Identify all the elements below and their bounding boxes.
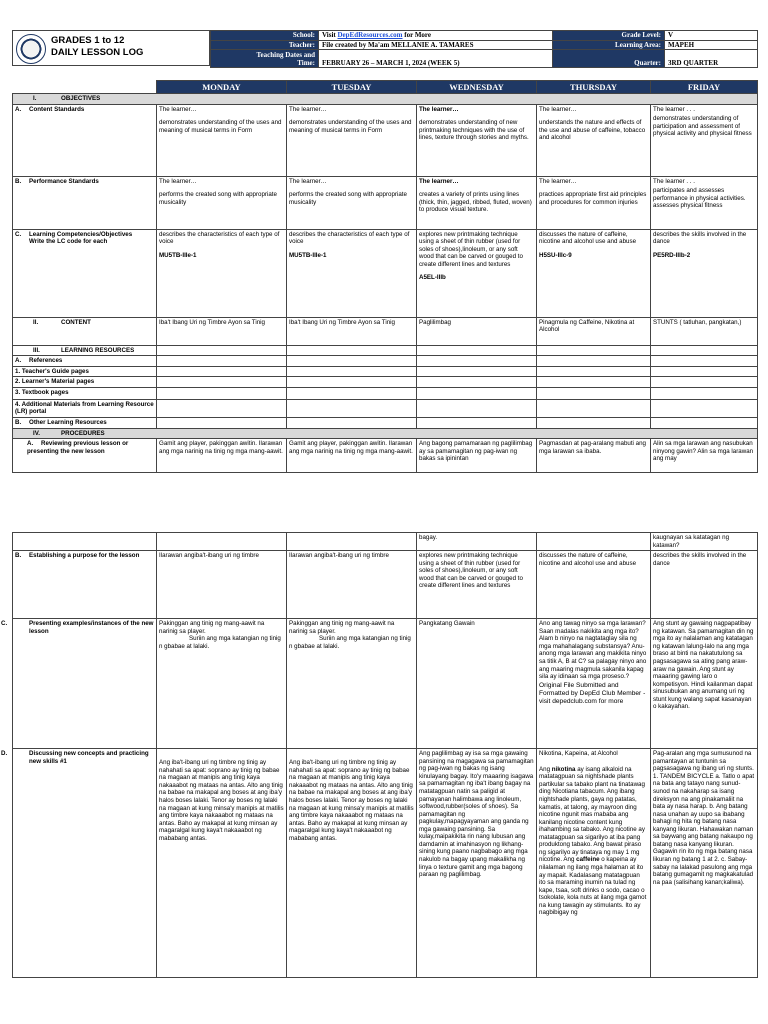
title-line-1: GRADES 1 to 12 [51, 35, 125, 46]
review-thu: Pagmasdan at pag-aralang mabuti ang mga larawan sa ibaba. [537, 439, 651, 473]
content-std-fri: The learner . . . demonstrates understanding of participation and assessment of physical activity and physical fitness [651, 104, 758, 176]
perf-std-fri: The learner . . . participates and assesses performance in physical activities. assesses physical fitness [651, 176, 758, 229]
purpose-mon: Ilarawan angiba't-ibang uri ng timbre [157, 551, 287, 619]
review-wed: Ang bagong pamamaraan ng paglilimbag ay sa pamamagitan ng pag-iwan ng bakas sa ipinintan [417, 439, 537, 473]
learning-resources-row: III. LEARNING RESOURCES [13, 345, 758, 356]
teaching-dates-value: FEBRUARY 26 – MARCH 1, 2024 (WEEK 5) [319, 50, 553, 68]
deped-seal-icon [16, 34, 46, 64]
competency-fri: describes the skills involved in the dance PE5RD-IIIb-2 [651, 229, 758, 317]
purpose-fri: describes the skills involved in the dance [651, 551, 758, 619]
content-mon: Iba't Ibang Uri ng Timbre Ayon sa Tinig [157, 317, 287, 345]
review-fri-cont: kaugnayan sa katatagan ng katawan? [651, 533, 758, 551]
examples-wed: Pangkatang Gawain [417, 619, 537, 749]
learning-area-label: Learning Area: [553, 40, 665, 50]
purpose-thu: discusses the nature of caffeine, nicotine and alcohol use and abuse [537, 551, 651, 619]
school-value: Visit DepEdResources.com for More [319, 31, 553, 41]
other-resources-row: B. Other Learning Resources [13, 417, 758, 428]
day-tuesday: TUESDAY [287, 81, 417, 94]
competency-mon: describes the characteristics of each type of voice MU5TB-IIIe-1 [157, 229, 287, 317]
competency-wed: explores new printmaking technique using a sheet of thin rubber (used for soles of shoes),linoleum, or any soft wood that can be carved or gouged to create different lines and textures A5EL-IIIb [417, 229, 537, 317]
day-header-row [13, 81, 758, 94]
discuss-mon: Ang iba't-ibang uri ng timbre ng tinig ay nahahati sa apat: soprano ay tinig ng babae na magaan at manipis ang tinig kaya nakaaabot ng mataas na antas. Alto ang tinig na babae na makapal ang boses at ang iba'y halos boses lalaki. Tenor ay boses ng lalaki na magaan at kung minsa'y manipis at matilis ang timbre kaya nakaaabot ng mataas na antas. Baho ay makapal at kung minsan ay magaralgal kung kaya't nakaaabot ng mababang antas. [157, 749, 287, 978]
lr-portal-row: 4. Additional Materials from Learning Resource (LR) portal [13, 399, 758, 417]
review-row: A. Reviewing previous lesson or presenting the new lesson Gamit ang player, pakinggan awitin. Ilarawan ang mga narinig na tinig ng mga mang-aawit. Gamit ang player, pakinggan awitin. Ilarawan ang mga narinig na tinig ng mga mang-aawit. Ang bagong pamamaraan ng paglilimbag ay sa pamamagitan ng pag-iwan ng bakas sa ipinintan Pagmasdan at pag-aralang mabuti ang mga larawan sa ibaba. Alin sa mga larawan ang nasubukan ninyong gawin? Alin sa mga larawan ang may [13, 439, 758, 473]
grade-level-label: Grade Level: [553, 31, 665, 41]
learning-area-value: MAPEH [665, 40, 758, 50]
objectives-row: I. OBJECTIVES [13, 94, 758, 105]
competency-thu: discusses the nature of caffeine, nicotine and alcohol use and abuse H5SU-IIIc-9 [537, 229, 651, 317]
day-thursday: THURSDAY [537, 81, 651, 94]
purpose-tue: Ilarawan angiba't-ibang uri ng timbre [287, 551, 417, 619]
perf-std-thu: The learner… practices appropriate first aid principles and procedures for common injuries [537, 176, 651, 229]
page-break-gap [0, 518, 768, 532]
page-title [51, 35, 143, 59]
content-tue: Iba't Ibang Uri ng Timbre Ayon sa Tinig [287, 317, 417, 345]
grade-level-value: V [665, 31, 758, 41]
competencies-row: C. Learning Competencies/Objectives Write the LC code for each describes the characteristics of each type of voice MU5TB-IIIe-1 describes the characteristics of each type of voice MU5TB-IIIe-1 explores new printmaking technique using a sheet of thin rubber (used for soles of shoes),linoleum, or any soft wood that can be carved or gouged to create different lines and textures A5EL-IIIb discusses the nature of caffeine, nicotine and alcohol use and abuse H5SU-IIIc-9 describes the skills involved in the dance PE5RD-IIIb-2 [13, 229, 758, 317]
teacher-value: File created by Ma'am MELLANIE A. TAMARES [319, 40, 553, 50]
title-line-2: DAILY LESSON LOG [51, 47, 144, 58]
depedresources-link[interactable]: DepEdResources.com [337, 31, 403, 39]
content-std-thu: The learner… understands the nature and effects of the use and abuse of caffeine, tobacco and alcohol [537, 104, 651, 176]
content-fri: STUNTS ( tatluhan, pangkatan,) [651, 317, 758, 345]
content-std-tue: The learner… demonstrates understanding of the uses and meaning of musical terms in Form [287, 104, 417, 176]
performance-standards-row: B. Performance Standards The learner… performs the created song with appropriate musicality The learner… performs the created song with appropriate musicality The learner… creates a variety of prints using lines (thick, thin, jagged, ribbed, fluted, woven) to produce visual texture. The learner… practices appropriate first aid principles and procedures for common injuries The learner . . . participates and assesses performance in physical activities. assesses physical fitness [13, 176, 758, 229]
purpose-wed: explores new printmaking technique using a sheet of thin rubber (used for soles of shoes),linoleum, or any soft wood that can be carved or gouged to create different lines and textures [417, 551, 537, 619]
quarter-label: Quarter: [553, 50, 665, 68]
content-standards-row: A. Content Standards The learner… demonstrates understanding of the uses and meaning of musical terms in Form The learner… demonstrates understanding of the uses and meaning of musical terms in Form The learner… demonstrates understanding of new printmaking techniques with the use of lines, texture through stories and myths. The learner… understands the nature and effects of the use and abuse of caffeine, tobacco and alcohol The learner . . . demonstrates understanding of participation and assessment of physical activity and physical fitness [13, 104, 758, 176]
teachers-guide-row: 1. Teacher's Guide pages [13, 366, 758, 377]
quarter-value: 3RD QUARTER [665, 50, 758, 68]
teacher-label: Teacher: [211, 40, 319, 50]
review-continued-row [13, 533, 758, 551]
content-std-mon: The learner… demonstrates understanding of the uses and meaning of musical terms in Form [157, 104, 287, 176]
content-row: II. CONTENT Iba't Ibang Uri ng Timbre Ayon sa Tinig Iba't Ibang Uri ng Timbre Ayon sa Tinig Paglilimbag Pinagmula ng Caffeine, Nikotina at Alcohol STUNTS ( tatluhan, pangkatan,) [13, 317, 758, 345]
examples-tue: Pakinggan ang tinig ng mang-aawit na narinig sa player. Suriin ang mga katangian ng tinig n gbabae at lalaki. [287, 619, 417, 749]
perf-std-mon: The learner… performs the created song with appropriate musicality [157, 176, 287, 229]
day-monday: MONDAY [157, 81, 287, 94]
school-label: School: [211, 31, 319, 41]
perf-std-tue: The learner… performs the created song with appropriate musicality [287, 176, 417, 229]
textbook-row: 3. Textbook pages [13, 387, 758, 399]
day-friday: FRIDAY [651, 81, 758, 94]
discuss-fri: Pag-aralan ang mga sumusunod na pamantayan at tuntunin sa pagsasagawa ng ibang uri ng stunts. 1. TANDEM BICYCLE a. Tatlo o apat na bata ang tatayo nang sunud-sunod na nakaharap sa isang direksyon na ang pinakamaliit na bata ay nasa harap. b. Ang batang nasa unahan ay uupo sa ibabang bahagi ng hita ng batang nasa kanyang likuran. Hahawakan naman sa baywang ang batang nakaupo ng batang nasa kanyang likuran. Gagawin rin ito ng mga batang nasa likuran ng batang 1 at 2. c. Sabay-sabay na lalakad pasulong ang mga batang gumagamit ng magkakatulad na paa (salisihang kanan;kaliwa). [651, 749, 758, 978]
discuss-tue: Ang iba't-ibang uri ng timbre ng tinig ay nahahati sa apat: soprano ay tinig ng babae na magaan at manipis ang tinig kaya nakaaabot ng mataas na antas. Alto ang tinig na babae na makapal ang boses at ang iba'y halos boses lalaki. Tenor ay boses ng lalaki na magaan at kung minsa'y manipis at matilis ang timbre kaya nakaaabot ng mataas na antas. Baho ay makapal at kung minsan ay magaralgal kung kaya't nakaaabot ng mababang antas. [287, 749, 417, 978]
procedures-row: IV. PROCEDURES [13, 428, 758, 439]
review-fri: Alin sa mga larawan ang nasubukan ninyong gawin? Alin sa mga larawan ang may [651, 439, 758, 473]
examples-fri: Ang stunt ay gawaing nagpapatibay ng katawan. Sa pamamagitan din ng mga ito ay nalalaman ang katatagan ng katawan lalung-lalo na ang mga braso at binti na nakatutulong sa pagsasagawa sa ating pang araw-araw na gawain. Ang stunt ay maaaring gawing laro o kompetisyon. Hindi kailanman dapat sinusubukan ang anumang uri ng stunt kung walang sapat kasanayan o kakayahan. [651, 619, 758, 749]
review-tue: Gamit ang player, pakinggan awitin. Ilarawan ang mga narinig na tinig ng mga mang-aawit. [287, 439, 417, 473]
discuss-wed: Ang paglilimbag ay isa sa mga gawaing pansining na magagawa sa pamamagitan ng pag-iwan ng bakas ng isang kinulayang bagay. Ito'y maaaring isagawa sa pamamagitan ng iba't ibang bagay na matatagpuan natin sa paligid at pamayanan halimbawa ang linoleum, softwood,rubber(soles of shoes). Sa pamamagitan ng pagkulay,mapagyayaman ang ganda ng mga gawaing pansining. Sa kulay,maipakikita rin nang lubusan ang damdamin at imahinasyon ng likhang-sining kung paano nagbabago ang mga nakulob na bagay upang makalikha ng linya o texture gamit ang mga bagong paraan ng paglilimbag. [417, 749, 537, 978]
purpose-row: B. Establishing a purpose for the lesson Ilarawan angiba't-ibang uri ng timbre Ilarawan angiba't-ibang uri ng timbre explores new printmaking technique using a sheet of thin rubber (used for soles of shoes),linoleum, or any soft wood that can be carved or gouged to create different lines and textures discusses the nature of caffeine, nicotine and alcohol use and abuse describes the skills involved in the dance [13, 551, 758, 619]
discuss-row: D. Discussing new concepts and practicing new skills #1 Ang iba't-ibang uri ng timbre ng tinig ay nahahati sa apat: soprano ay tinig ng babae na magaan at manipis ang tinig kaya nakaaabot ng mataas na antas. Alto ang tinig na babae na makapal ang boses at ang iba'y halos boses lalaki. Tenor ay boses ng lalaki na magaan at kung minsa'y manipis at matilis ang timbre kaya nakaaabot ng mataas na antas. Baho ay makapal at kung minsan ay magaralgal kung kaya't nakaaabot ng mababang antas. Ang iba't-ibang uri ng timbre ng tinig ay nahahati sa apat: soprano ay tinig ng babae na magaan at manipis ang tinig kaya nakaaabot ng mataas na antas. Alto ang tinig na babae na makapal ang boses at ang iba'y halos boses lalaki. Tenor ay boses ng lalaki na magaan at kung minsa'y manipis at matilis ang timbre kaya nakaaabot ng mataas na antas. Baho ay makapal at kung minsan ay magaralgal kung kaya't nakaaabot ng mababang antas. Ang paglilimbag ay isa sa mga gawaing pansining na magagawa sa pamamagitan ng pag-iwan ng bakas ng isang kinulayang bagay. Ito'y maaaring isagawa sa pamamagitan ng iba't ibang bagay na matatagpuan natin sa paligid at pamayanan halimbawa ang linoleum, softwood,rubber(soles of shoes). Sa pamamagitan ng pagkulay,mapagyayaman ang ganda ng mga gawaing pansining. Sa kulay,maipakikita rin nang lubusan ang damdamin at imahinasyon ng likhang-sining kung paano nagbabago ang mga nakulob na bagay upang makalikha ng linya o texture gamit ang mga bagong paraan ng paglilimbag. Nikotina, Kapeina, at Alcohol Ang nikotina ay isang alkaloid na matatagpuan sa nightshade plants partikular sa tabako plant na tinatawag ding Nicotiana tabacum. Ang ibang nightshade plants, gaya ng patatas, kamatis, at talong, ay mayroon ding nicotine ngunit mas mababa ang kanilang nicotine content kung ihahambing sa tabako. Ang nicotine ay matatagpuan sa sigarilyo at iba pang produktong tabako. Ang bawat piraso ng sigarilyo ay tinataya ng may 1 mg nicotine. Ang caffeine o kapeina ay nilalaman ng ilang mga halaman at ito ay mapait. Kadalasang matatagpuan ito sa maraming inumin na tulad ng kape, tsaa, soft drinks o sodo, cacao o tsokolate, kola nuts at ilang mga gamot na kung tawagin ay stimulants. Ito ay nagbibigay ng Pag-aralan ang mga sumusunod na pamantayan at tuntunin sa pagsasagawa ng ibang uri ng stunts. 1. TANDEM BICYCLE a. Tatlo o apat na bata ang tatayo nang sunud-sunod na nakaharap sa isang direksyon na ang pinakamaliit na bata ay nasa harap. b. Ang batang nasa unahan ay uupo sa ibabang bahagi ng hita ng batang nasa kanyang likuran. Hahawakan naman sa baywang ang batang nakaupo ng batang nasa kanyang likuran. Gagawin rin ito ng mga batang nasa likuran ng batang 1 at 2. c. Sabay-sabay na lalakad pasulong ang mga batang gumagamit ng magkakatulad na paa (salisihang kanan;kaliwa). [13, 749, 758, 978]
competency-tue: describes the characteristics of each type of voice MU5TB-IIIe-1 [287, 229, 417, 317]
lesson-log-page-1 [12, 80, 757, 473]
content-wed: Paglilimbag [417, 317, 537, 345]
day-wednesday: WEDNESDAY [417, 81, 537, 94]
discuss-thu: Nikotina, Kapeina, at Alcohol Ang nikotina ay isang alkaloid na matatagpuan sa nightshade plants partikular sa tabako plant na tinatawag ding Nicotiana tabacum. Ang ibang nightshade plants, gaya ng patatas, kamatis, at talong, ay mayroon ding nicotine ngunit mas mababa ang kanilang nicotine content kung ihahambing sa tabako. Ang nicotine ay matatagpuan sa sigarilyo at iba pang produktong tabako. Ang bawat piraso ng sigarilyo ay tinataya ng may 1 mg nicotine. Ang caffeine o kapeina ay nilalaman ng ilang mga halaman at ito ay mapait. Kadalasang matatagpuan ito sa maraming inumin na tulad ng kape, tsaa, soft drinks o sodo, cacao o tsokolate, kola nuts at ilang mga gamot na kung tawagin ay stimulants. Ito ay nagbibigay ng [537, 749, 651, 978]
header-info-table [210, 30, 758, 68]
lesson-log-table-continued [1, 532, 758, 978]
lesson-log-table [12, 80, 758, 473]
review-wed-cont: bagay. [417, 533, 537, 551]
learners-material-row: 2. Learner's Material pages [13, 377, 758, 388]
teaching-dates-label: Teaching Dates and Time: [211, 50, 319, 68]
content-std-wed: The learner… demonstrates understanding of new printmaking techniques with the use of lines, texture through stories and myths. [417, 104, 537, 176]
perf-std-wed: The learner… creates a variety of prints using lines (thick, thin, jagged, ribbed, fluted, woven) to produce visual texture. [417, 176, 537, 229]
review-mon: Gamit ang player, pakinggan awitin. Ilarawan ang mga narinig na tinig ng mga mang-aawit. [157, 439, 287, 473]
header-title-box [12, 30, 210, 66]
references-row: A. References [13, 356, 758, 367]
lesson-log-page-2 [1, 532, 757, 978]
examples-thu: Ano ang tawag ninyo sa mga larawan? Saan madalas nakikita ang mga ito? Alam b ninyo na nagtataglay sila ng mga mahahalagang substansya? Anu-anong mga larawan ang makikita ninyo sa titik A, B at C? sa palagay ninyo ano ang maaring magmula sakanila kapag sila ay idinaan sa mga proseso.? Original File Submitted and Formatted by DepEd Club Member - visit depedclub.com for more [537, 619, 651, 749]
examples-mon: Pakinggan ang tinig ng mang-aawit na narinig sa player. Suriin ang mga katangian ng tinig n gbabae at lalaki. [157, 619, 287, 749]
content-thu: Pinagmula ng Caffeine, Nikotina at Alcohol [537, 317, 651, 345]
examples-row: C. Presenting examples/instances of the new lesson Pakinggan ang tinig ng mang-aawit na narinig sa player. Suriin ang mga katangian ng tinig n gbabae at lalaki. Pakinggan ang tinig ng mang-aawit na narinig sa player. Suriin ang mga katangian ng tinig n gbabae at lalaki. Pangkatang Gawain Ano ang tawag ninyo sa mga larawan? Saan madalas nakikita ang mga ito? Alam b ninyo na nagtataglay sila ng mga mahahalagang substansya? Anu-anong mga larawan ang makikita ninyo sa titik A, B at C? sa palagay ninyo ano ang maaring magmula sakanila kapag sila ay idinaan sa mga proseso.? Original File Submitted and Formatted by DepEd Club Member - visit depedclub.com for more Ang stunt ay gawaing nagpapatibay ng katawan. Sa pamamagitan din ng mga ito ay nalalaman ang katatagan ng katawan lalung-lalo na ang mga braso at binti na nakatutulong sa pagsasagawa sa ating pang araw-araw na gawain. Ang stunt ay maaaring gawing laro o kompetisyon. Hindi kailanman dapat sinusubukan ang anumang uri ng stunt kung walang sapat kasanayan o kakayahan. [13, 619, 758, 749]
